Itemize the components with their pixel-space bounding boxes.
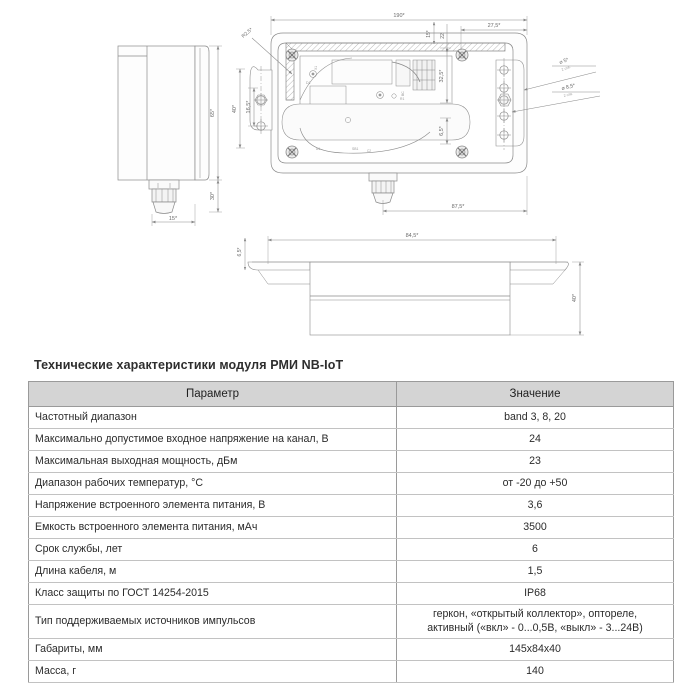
screw-icon [286, 146, 298, 158]
table-row [29, 407, 674, 429]
param-value: 3500 [397, 517, 674, 539]
param-value: band 3, 8, 20 [397, 407, 674, 429]
dim-top-edge-offset: 15* [426, 30, 432, 38]
dim-top-left-height-b: 16,5* [246, 100, 252, 114]
param-value [397, 605, 674, 639]
svg-text:X1: X1 [314, 65, 318, 70]
drawing-top-view [232, 13, 600, 215]
table-row [29, 583, 674, 605]
svg-text:C2: C2 [367, 149, 372, 153]
svg-text:D1: D1 [306, 81, 311, 85]
dim-top-inner-width: 22 [440, 33, 446, 39]
specifications-block [28, 358, 673, 683]
dim-side-gland-height: 30* [210, 191, 216, 201]
dim-hole-callout-1-note: 2 отв. [560, 64, 572, 72]
param-label: Емкость встроенного элемента питания, мАч [29, 517, 397, 539]
param-label: Диапазон рабочих температур, °С [29, 473, 397, 495]
table-row [29, 429, 674, 451]
param-value: от -20 до +50 [397, 473, 674, 495]
param-label: Тип поддерживаемых источников импульсов [29, 605, 397, 639]
svg-text:BC: BC [401, 91, 405, 96]
param-value-line-2: активный («вкл» - 0...0,5В, «выкл» - 3...24В) [427, 621, 643, 634]
dim-hole-callout-2-note: 2 отв. [563, 91, 574, 98]
param-value: 23 [397, 451, 674, 473]
table-row [29, 639, 674, 661]
dim-bottom-length: 87,5* [451, 204, 465, 210]
param-label: Максимально допустимое входное напряжение на канал, В [29, 429, 397, 451]
table-row [29, 495, 674, 517]
param-label: Класс защиты по ГОСТ 14254-2015 [29, 583, 397, 605]
table-row [29, 451, 674, 473]
table-row [29, 539, 674, 561]
param-value: 3,6 [397, 495, 674, 517]
svg-text:R1: R1 [400, 97, 405, 101]
param-label: Срок службы, лет [29, 539, 397, 561]
param-value: IP68 [397, 583, 674, 605]
param-label: Габариты, мм [29, 639, 397, 661]
screw-icon [456, 146, 468, 158]
specifications-table [28, 381, 674, 683]
param-value: 24 [397, 429, 674, 451]
column-header-value: Значение [397, 382, 674, 407]
dim-profile-height: 40* [572, 293, 578, 303]
table-row [29, 661, 674, 683]
dim-top-lower-height: 6,5* [439, 126, 445, 136]
table-row [29, 561, 674, 583]
drawing-side-view [118, 46, 222, 226]
param-value: 145x84x40 [397, 639, 674, 661]
dim-leader-note: R2,5* [240, 26, 255, 40]
column-header-parameter: Параметр [29, 382, 397, 407]
dim-side-height: 65* [210, 108, 216, 118]
screw-icon [456, 49, 468, 61]
param-label: Масса, г [29, 661, 397, 683]
dim-side-gland-width: 15* [168, 216, 178, 222]
dim-top-left-height-a: 40* [232, 104, 238, 114]
spec-table-title: Технические характеристики модуля РМИ NB-IoT [34, 358, 344, 372]
table-row [29, 605, 674, 639]
table-row [29, 473, 674, 495]
dim-top-mount-offset: 27,5* [487, 23, 501, 29]
param-value-line-1: геркон, «открытый коллектор», оптореле, [432, 608, 638, 621]
svg-text:SB1: SB1 [352, 147, 359, 151]
dim-top-overall-width: 190* [393, 13, 405, 19]
table-header-row [29, 382, 674, 407]
screw-icon [286, 49, 298, 61]
dim-profile-step: 6,5* [237, 247, 243, 257]
dim-profile-length: 84,5* [405, 233, 419, 239]
dim-hole-callout-2: ⌀ 8,5* [561, 82, 576, 92]
param-label: Длина кабеля, м [29, 561, 397, 583]
param-value: 140 [397, 661, 674, 683]
dim-top-center-height: 32,5* [439, 69, 445, 83]
param-label: Максимальная выходная мощность, дБм [29, 451, 397, 473]
dim-hole-callout-1: ⌀ 5* [558, 57, 570, 66]
svg-text:A1: A1 [316, 147, 321, 151]
drawing-bottom-profile [237, 233, 584, 335]
param-label: Частотный диапазон [29, 407, 397, 429]
param-value: 1,5 [397, 561, 674, 583]
table-row [29, 517, 674, 539]
param-label: Напряжение встроенного элемента питания, В [29, 495, 397, 517]
param-value: 6 [397, 539, 674, 561]
